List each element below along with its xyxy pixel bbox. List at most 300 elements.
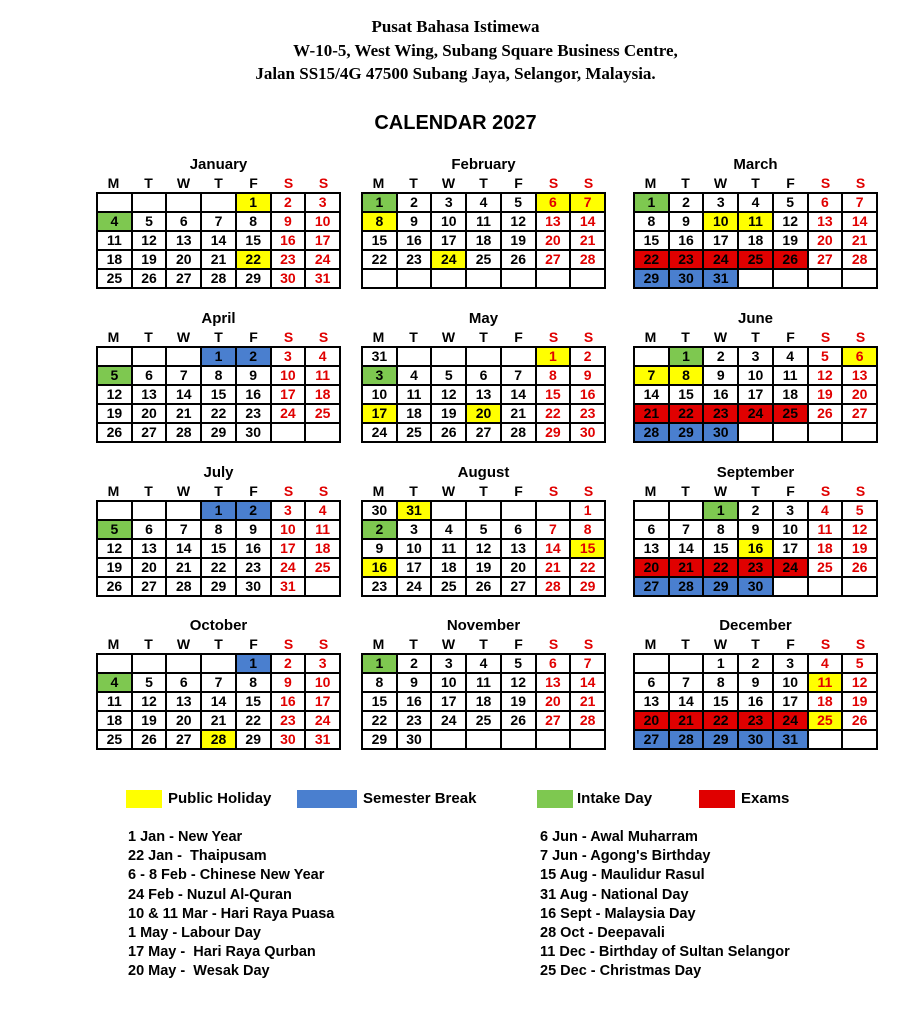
- day-cell: 15: [670, 386, 705, 405]
- day-cell: 13: [167, 232, 202, 251]
- day-cell: 23: [237, 559, 272, 578]
- holiday-item: 6 - 8 Feb - Chinese New Year: [128, 867, 325, 884]
- month-name: June: [737, 310, 773, 327]
- empty-cell: [467, 731, 502, 750]
- day-cell: 3: [272, 502, 307, 521]
- day-cell: 2: [272, 655, 307, 674]
- day-cell: 19: [502, 232, 537, 251]
- day-cell: 13: [502, 540, 537, 559]
- day-cell: 18: [809, 540, 844, 559]
- day-cell: 19: [432, 405, 467, 424]
- day-cell: 1: [704, 502, 739, 521]
- empty-cell: [774, 578, 809, 597]
- day-cell: 20: [167, 251, 202, 270]
- day-cell: 28: [502, 424, 537, 443]
- day-cell: 24: [704, 251, 739, 270]
- day-cell: 6: [133, 521, 168, 540]
- empty-cell: [306, 578, 341, 597]
- weekday-label: F: [786, 329, 795, 345]
- day-cell: 25: [98, 731, 133, 750]
- month-name: January: [189, 156, 248, 173]
- day-cell: 13: [133, 386, 168, 405]
- day-cell: 21: [202, 251, 237, 270]
- day-cell: 11: [739, 213, 774, 232]
- day-cell: 7: [670, 521, 705, 540]
- day-cell: 15: [202, 386, 237, 405]
- day-cell: 14: [202, 693, 237, 712]
- empty-cell: [635, 655, 670, 674]
- empty-cell: [502, 348, 537, 367]
- month-name: March: [733, 156, 778, 173]
- weekday-label: T: [144, 175, 153, 191]
- day-cell: 14: [843, 213, 878, 232]
- day-cell: 19: [774, 232, 809, 251]
- day-cell: 21: [571, 693, 606, 712]
- month-name: August: [457, 464, 510, 481]
- weekday-label: W: [176, 175, 191, 191]
- day-cell: 2: [704, 348, 739, 367]
- day-cell: 24: [398, 578, 433, 597]
- day-cell: 6: [635, 674, 670, 693]
- empty-cell: [537, 270, 572, 289]
- empty-cell: [306, 424, 341, 443]
- day-cell: 1: [237, 194, 272, 213]
- day-cell: 4: [306, 348, 341, 367]
- weekday-label: S: [583, 636, 594, 652]
- day-cell: 29: [635, 270, 670, 289]
- weekday-label: T: [681, 483, 690, 499]
- weekday-label: S: [855, 483, 866, 499]
- day-cell: 27: [843, 405, 878, 424]
- day-cell: 21: [167, 559, 202, 578]
- day-cell: 12: [843, 521, 878, 540]
- day-cell: 16: [237, 540, 272, 559]
- empty-cell: [432, 502, 467, 521]
- weekday-label: S: [318, 329, 329, 345]
- day-cell: 26: [98, 578, 133, 597]
- month-name: October: [189, 617, 248, 634]
- public-holiday-label: Public Holiday: [168, 790, 272, 807]
- day-cell: 7: [537, 521, 572, 540]
- weekday-label: M: [372, 636, 385, 652]
- month-name: December: [719, 617, 792, 634]
- day-cell: 1: [363, 655, 398, 674]
- day-grid: [361, 192, 606, 289]
- day-cell: 7: [167, 521, 202, 540]
- day-cell: 6: [167, 213, 202, 232]
- day-cell: 19: [809, 386, 844, 405]
- weekday-label: S: [548, 483, 559, 499]
- weekday-label: S: [283, 175, 294, 191]
- day-cell: 13: [467, 386, 502, 405]
- weekday-label: F: [786, 175, 795, 191]
- day-cell: 13: [843, 367, 878, 386]
- day-cell: 13: [537, 674, 572, 693]
- month-name: April: [201, 310, 236, 327]
- day-cell: 8: [202, 367, 237, 386]
- day-cell: 26: [809, 405, 844, 424]
- day-cell: 7: [843, 194, 878, 213]
- day-cell: 24: [363, 424, 398, 443]
- day-cell: 7: [571, 655, 606, 674]
- day-cell: 25: [306, 559, 341, 578]
- day-cell: 13: [133, 540, 168, 559]
- day-cell: 22: [571, 559, 606, 578]
- weekday-label: S: [318, 636, 329, 652]
- day-cell: 17: [774, 693, 809, 712]
- weekday-label: S: [820, 483, 831, 499]
- weekday-label: W: [713, 636, 728, 652]
- empty-cell: [502, 502, 537, 521]
- empty-cell: [843, 731, 878, 750]
- weekday-label: S: [283, 483, 294, 499]
- weekday-label: F: [249, 175, 258, 191]
- day-cell: 9: [272, 213, 307, 232]
- empty-cell: [467, 502, 502, 521]
- day-cell: 8: [237, 213, 272, 232]
- weekday-label: S: [820, 175, 831, 191]
- empty-cell: [843, 578, 878, 597]
- day-cell: 6: [467, 367, 502, 386]
- day-cell: 30: [237, 578, 272, 597]
- day-cell: 14: [202, 232, 237, 251]
- weekday-header: [361, 329, 606, 346]
- day-cell: 3: [306, 655, 341, 674]
- day-cell: 21: [670, 559, 705, 578]
- day-cell: 7: [670, 674, 705, 693]
- day-cell: 26: [432, 424, 467, 443]
- empty-cell: [398, 348, 433, 367]
- empty-cell: [202, 655, 237, 674]
- day-cell: 2: [237, 348, 272, 367]
- day-cell: 31: [704, 270, 739, 289]
- month-september: [633, 464, 878, 597]
- weekday-label: T: [214, 175, 223, 191]
- weekday-label: M: [372, 483, 385, 499]
- day-cell: 17: [398, 559, 433, 578]
- day-cell: 15: [704, 540, 739, 559]
- day-cell: 5: [133, 674, 168, 693]
- holiday-item: 10 & 11 Mar - Hari Raya Puasa: [128, 905, 335, 922]
- day-cell: 20: [537, 693, 572, 712]
- holiday-item: 17 May - Hari Raya Qurban: [128, 944, 316, 961]
- day-cell: 21: [502, 405, 537, 424]
- day-cell: 31: [272, 578, 307, 597]
- empty-cell: [432, 348, 467, 367]
- intake-day-swatch: [537, 790, 573, 808]
- weekday-label: S: [318, 483, 329, 499]
- day-cell: 28: [202, 731, 237, 750]
- day-cell: 21: [571, 232, 606, 251]
- empty-cell: [167, 348, 202, 367]
- day-cell: 29: [704, 731, 739, 750]
- day-cell: 24: [432, 251, 467, 270]
- weekday-label: T: [681, 175, 690, 191]
- weekday-label: M: [644, 636, 657, 652]
- day-cell: 9: [670, 213, 705, 232]
- calendar-title: CALENDAR 2027: [374, 112, 537, 134]
- day-cell: 1: [363, 194, 398, 213]
- empty-cell: [739, 270, 774, 289]
- day-cell: 12: [502, 674, 537, 693]
- day-cell: 16: [739, 693, 774, 712]
- holiday-item: 1 Jan - New Year: [128, 829, 243, 845]
- day-cell: 31: [306, 270, 341, 289]
- empty-cell: [98, 348, 133, 367]
- day-cell: 17: [704, 232, 739, 251]
- day-cell: 28: [670, 731, 705, 750]
- day-cell: 29: [237, 270, 272, 289]
- weekday-header: [633, 636, 878, 653]
- day-cell: 11: [809, 674, 844, 693]
- empty-cell: [843, 270, 878, 289]
- weekday-label: T: [681, 636, 690, 652]
- day-cell: 14: [502, 386, 537, 405]
- day-cell: 8: [537, 367, 572, 386]
- day-cell: 7: [167, 367, 202, 386]
- weekday-label: T: [409, 636, 418, 652]
- day-cell: 21: [843, 232, 878, 251]
- day-cell: 5: [98, 367, 133, 386]
- day-cell: 23: [571, 405, 606, 424]
- day-cell: 18: [306, 540, 341, 559]
- day-cell: 3: [432, 655, 467, 674]
- day-cell: 12: [98, 540, 133, 559]
- exams-label: Exams: [741, 790, 790, 807]
- day-cell: 11: [467, 213, 502, 232]
- empty-cell: [202, 194, 237, 213]
- weekday-label: T: [681, 329, 690, 345]
- empty-cell: [167, 502, 202, 521]
- day-cell: 21: [167, 405, 202, 424]
- holiday-item: 15 Aug - Maulidur Rasul: [540, 867, 705, 884]
- day-cell: 22: [237, 712, 272, 731]
- day-cell: 30: [272, 731, 307, 750]
- day-cell: 20: [537, 232, 572, 251]
- legend: [0, 789, 911, 811]
- day-cell: 11: [809, 521, 844, 540]
- weekday-label: S: [583, 483, 594, 499]
- day-cell: 14: [571, 674, 606, 693]
- weekday-label: F: [514, 483, 523, 499]
- day-cell: 3: [272, 348, 307, 367]
- day-cell: 20: [467, 405, 502, 424]
- holiday-item: 22 Jan - Thaipusam: [128, 848, 267, 865]
- day-cell: 17: [432, 232, 467, 251]
- day-cell: 5: [843, 655, 878, 674]
- day-cell: 27: [537, 712, 572, 731]
- month-july: [96, 464, 341, 597]
- day-cell: 8: [704, 521, 739, 540]
- weekday-label: S: [548, 175, 559, 191]
- day-cell: 9: [272, 674, 307, 693]
- day-cell: 26: [98, 424, 133, 443]
- day-cell: 28: [537, 578, 572, 597]
- day-cell: 7: [502, 367, 537, 386]
- day-cell: 18: [306, 386, 341, 405]
- day-cell: 24: [272, 405, 307, 424]
- day-cell: 13: [809, 213, 844, 232]
- day-cell: 16: [272, 693, 307, 712]
- day-cell: 5: [843, 502, 878, 521]
- day-cell: 28: [167, 578, 202, 597]
- day-cell: 21: [537, 559, 572, 578]
- weekday-label: W: [176, 329, 191, 345]
- day-cell: 7: [635, 367, 670, 386]
- day-cell: 7: [571, 194, 606, 213]
- day-cell: 8: [571, 521, 606, 540]
- day-cell: 26: [843, 559, 878, 578]
- day-cell: 3: [432, 194, 467, 213]
- weekday-label: W: [441, 329, 456, 345]
- day-cell: 4: [98, 213, 133, 232]
- day-cell: 3: [398, 521, 433, 540]
- weekday-label: S: [855, 636, 866, 652]
- weekday-label: S: [548, 329, 559, 345]
- day-cell: 6: [167, 674, 202, 693]
- day-grid: [96, 346, 341, 443]
- weekday-label: M: [644, 329, 657, 345]
- weekday-label: W: [441, 483, 456, 499]
- day-cell: 21: [670, 712, 705, 731]
- day-cell: 14: [167, 540, 202, 559]
- day-cell: 25: [739, 251, 774, 270]
- day-cell: 16: [272, 232, 307, 251]
- weekday-label: M: [372, 175, 385, 191]
- day-cell: 11: [467, 674, 502, 693]
- day-grid: [96, 192, 341, 289]
- day-cell: 30: [398, 731, 433, 750]
- month-name: May: [468, 310, 499, 327]
- month-february: [361, 156, 606, 289]
- day-cell: 26: [133, 270, 168, 289]
- day-cell: 10: [774, 521, 809, 540]
- weekday-label: S: [548, 636, 559, 652]
- day-cell: 21: [202, 712, 237, 731]
- day-cell: 27: [167, 270, 202, 289]
- day-cell: 15: [571, 540, 606, 559]
- day-cell: 25: [809, 712, 844, 731]
- holiday-item: 16 Sept - Malaysia Day: [540, 905, 696, 922]
- day-cell: 23: [739, 712, 774, 731]
- day-cell: 8: [635, 213, 670, 232]
- day-cell: 23: [272, 712, 307, 731]
- weekday-label: T: [751, 636, 760, 652]
- day-cell: 30: [363, 502, 398, 521]
- day-cell: 22: [704, 712, 739, 731]
- month-name: November: [446, 617, 521, 634]
- day-cell: 26: [774, 251, 809, 270]
- empty-cell: [809, 270, 844, 289]
- day-cell: 18: [467, 693, 502, 712]
- day-cell: 5: [809, 348, 844, 367]
- day-cell: 27: [133, 578, 168, 597]
- day-cell: 1: [670, 348, 705, 367]
- day-cell: 26: [843, 712, 878, 731]
- weekday-label: S: [583, 175, 594, 191]
- day-cell: 19: [502, 693, 537, 712]
- empty-cell: [739, 424, 774, 443]
- day-cell: 5: [774, 194, 809, 213]
- day-cell: 6: [809, 194, 844, 213]
- holiday-list-right: [540, 828, 790, 982]
- day-cell: 13: [635, 540, 670, 559]
- day-cell: 7: [202, 213, 237, 232]
- day-cell: 23: [704, 405, 739, 424]
- day-cell: 11: [398, 386, 433, 405]
- day-cell: 17: [774, 540, 809, 559]
- day-cell: 6: [537, 194, 572, 213]
- day-cell: 8: [202, 521, 237, 540]
- day-cell: 12: [133, 232, 168, 251]
- day-cell: 22: [202, 405, 237, 424]
- day-cell: 19: [98, 405, 133, 424]
- day-cell: 24: [774, 712, 809, 731]
- day-cell: 11: [432, 540, 467, 559]
- weekday-header: [361, 483, 606, 500]
- day-cell: 17: [306, 232, 341, 251]
- day-cell: 28: [202, 270, 237, 289]
- weekday-label: M: [107, 636, 120, 652]
- day-cell: 14: [670, 540, 705, 559]
- weekday-label: M: [644, 175, 657, 191]
- day-cell: 27: [537, 251, 572, 270]
- day-cell: 25: [432, 578, 467, 597]
- day-cell: 6: [133, 367, 168, 386]
- day-grid: [361, 500, 606, 597]
- day-cell: 2: [670, 194, 705, 213]
- day-cell: 6: [843, 348, 878, 367]
- weekday-label: T: [144, 483, 153, 499]
- day-cell: 12: [98, 386, 133, 405]
- day-cell: 8: [363, 674, 398, 693]
- day-cell: 24: [306, 251, 341, 270]
- day-cell: 11: [98, 232, 133, 251]
- day-cell: 2: [398, 194, 433, 213]
- day-cell: 16: [571, 386, 606, 405]
- day-cell: 4: [739, 194, 774, 213]
- weekday-label: F: [514, 636, 523, 652]
- day-cell: 16: [739, 540, 774, 559]
- weekday-label: S: [855, 329, 866, 345]
- day-cell: 9: [571, 367, 606, 386]
- weekday-label: M: [372, 329, 385, 345]
- empty-cell: [635, 348, 670, 367]
- empty-cell: [98, 655, 133, 674]
- holiday-item: 20 May - Wesak Day: [128, 963, 270, 980]
- day-cell: 26: [502, 251, 537, 270]
- weekday-header: [96, 175, 341, 192]
- day-cell: 17: [272, 386, 307, 405]
- day-cell: 20: [635, 559, 670, 578]
- holiday-item: 28 Oct - Deepavali: [540, 925, 665, 942]
- empty-cell: [537, 502, 572, 521]
- month-january: [96, 156, 341, 289]
- day-cell: 18: [809, 693, 844, 712]
- day-cell: 2: [398, 655, 433, 674]
- day-cell: 15: [237, 232, 272, 251]
- empty-cell: [467, 270, 502, 289]
- weekday-label: W: [713, 329, 728, 345]
- empty-cell: [432, 731, 467, 750]
- day-cell: 5: [502, 194, 537, 213]
- empty-cell: [537, 731, 572, 750]
- day-cell: 18: [774, 386, 809, 405]
- weekday-label: M: [107, 483, 120, 499]
- day-cell: 17: [432, 693, 467, 712]
- day-cell: 15: [202, 540, 237, 559]
- weekday-label: S: [283, 636, 294, 652]
